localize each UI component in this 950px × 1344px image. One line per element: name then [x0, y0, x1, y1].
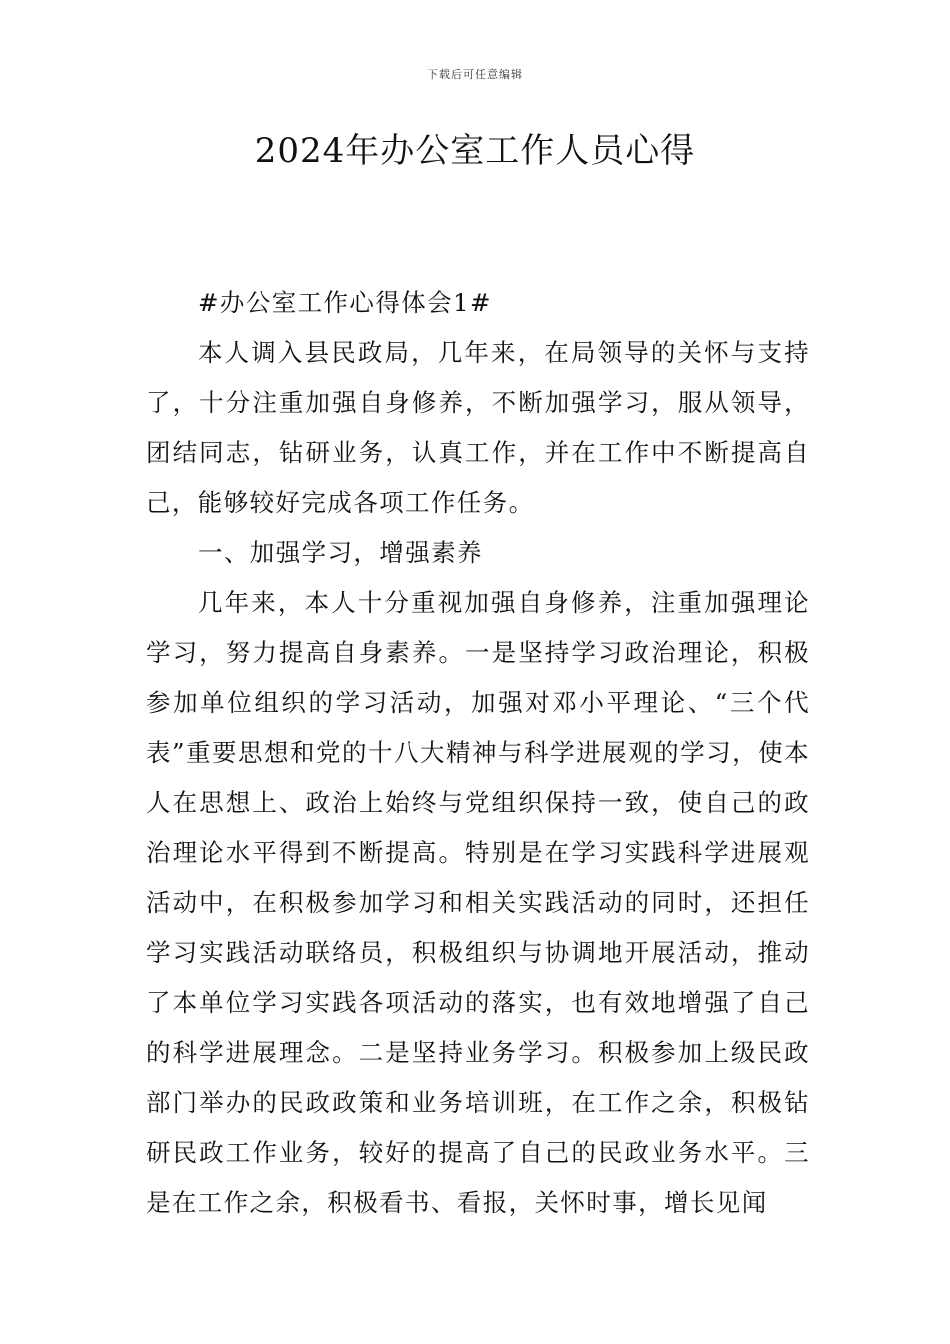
section-heading-study: 一、加强学习，增强素养: [198, 538, 483, 567]
document-body: [146, 278, 810, 1228]
document-title: 2024年办公室工作人员心得: [254, 131, 696, 171]
download-note: 下载后可任意编辑: [427, 68, 523, 81]
study-paragraph: 几年来，本人十分重视加强自身修养，注重加强理论学习，努力提高自身素养。一是坚持学习政治理论，积极参加单位组织的学习活动，加强对邓小平理论、“三个代表”重要思想和党的十八大精神与科学进展观的学习，使本人在思想上、政治上始终与党组织保持一致，使自己的政治理论水平得到不断提高。特别是在学习实践科学进展观活动中，在积极参加学习和相关实践活动的同时，还担任学习实践活动联络员，积极组织与协调地开展活动，推动了本单位学习实践各项活动的落实，也有效地增强了自己的科学进展理念。二是坚持业务学习。积极参加上级民政部门举办的民政政策和业务培训班，在工作之余，积极钻研民政工作业务，较好的提高了自己的民政业务水平。三是在工作之余，积极看书、看报，关怀时事，增长见闻: [146, 588, 810, 1217]
intro-paragraph: 本人调入县民政局，几年来，在局领导的关怀与支持了，十分注重加强自身修养，不断加强学习，服从领导，团结同志，钻研业务，认真工作，并在工作中不断提高自己，能够较好完成各项工作任务。: [146, 338, 810, 517]
section-heading-1: #办公室工作心得体会1#: [198, 288, 492, 317]
